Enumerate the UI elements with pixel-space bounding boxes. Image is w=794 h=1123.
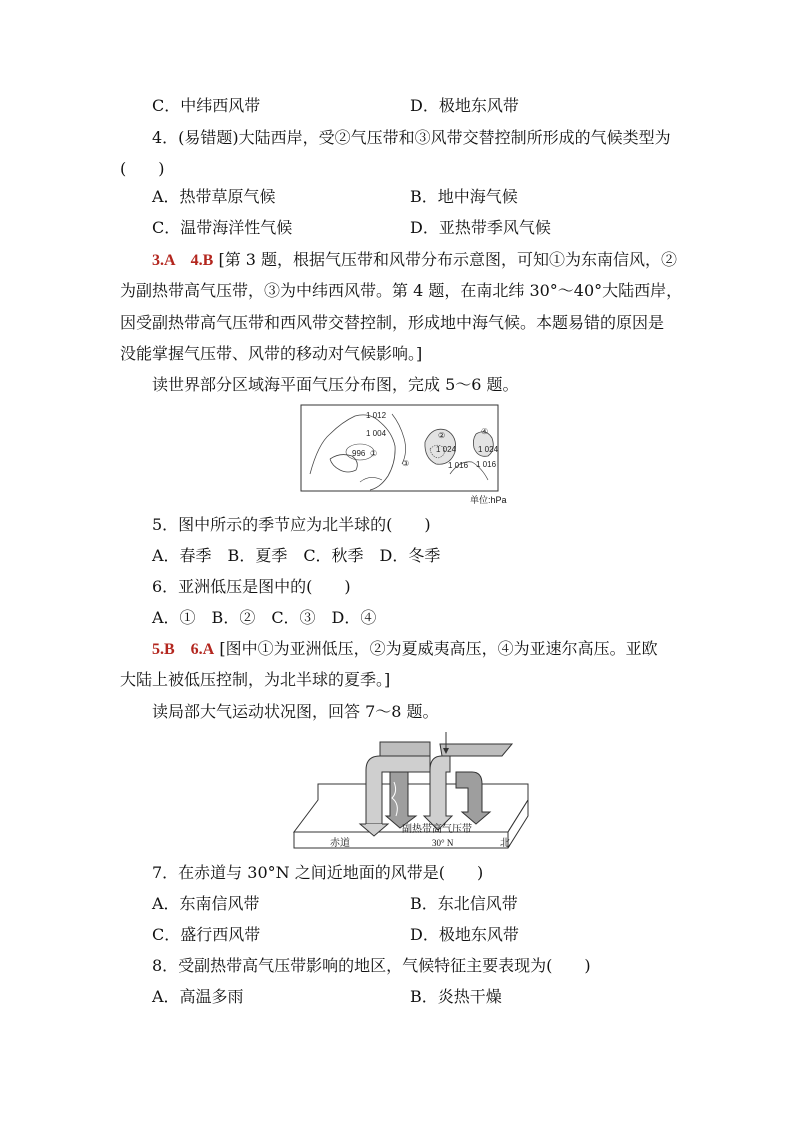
q7-option-b: B．东北信风带: [410, 894, 518, 913]
intro-78: 读局部大气运动状况图，回答 7～8 题。: [152, 702, 439, 721]
pressure-map: [300, 404, 500, 494]
answer-34-line-4: 没能掌握气压带、风带的移动对气候影响。]: [120, 344, 423, 363]
circulation-diagram: [290, 732, 535, 852]
q8-option-a: A．高温多雨: [152, 987, 244, 1006]
answer-56-line-2: 大陆上被低压控制，为北半球的夏季。]: [120, 670, 391, 689]
q8-option-b: B．炎热干燥: [410, 987, 502, 1006]
answer-34-mark: 3.A 4.B: [152, 252, 214, 269]
q3-option-c: C．中纬西风带: [152, 96, 261, 115]
region-marker: ①: [370, 449, 378, 458]
q4-option-d: D．亚热带季风气候: [410, 218, 551, 237]
map-unit: 单位:hPa: [470, 495, 507, 505]
region-marker: ③: [402, 459, 410, 468]
isobar-label: 1 016: [448, 461, 469, 470]
q6-options: A．① B．② C．③ D．④: [152, 608, 377, 627]
isobar-label: 1 024: [436, 445, 457, 454]
region-marker: ④: [481, 427, 489, 436]
q4-option-a: A．热带草原气候: [152, 187, 276, 206]
isobar-label: 996: [352, 449, 366, 458]
answer-34-line-1: [152, 249, 677, 272]
isobar-label: 1 024: [478, 445, 499, 454]
q4-stem: 4．(易错题)大陆西岸，受②气压带和③风带交替控制所形成的气候类型为: [152, 128, 671, 147]
q7-option-d: D．极地东风带: [410, 925, 519, 944]
q4-blank: ( ): [120, 159, 165, 178]
isobar-label: 1 004: [366, 429, 387, 438]
q7-option-a: A．东南信风带: [152, 894, 260, 913]
isobar-label: 1 016: [476, 460, 497, 469]
latitude-label: 30° N: [432, 838, 454, 848]
q5-options: A．春季 B．夏季 C．秋季 D．冬季: [152, 546, 441, 565]
q4-option-b: B．地中海气候: [410, 187, 518, 206]
north-label: 北: [500, 838, 510, 849]
answer-34-line-3: 因受副热带高气压带和西风带交替控制，形成地中海气候。本题易错的原因是: [120, 313, 665, 332]
belt-label: 副热带高气压带: [402, 824, 472, 835]
q3-option-d: D．极地东风带: [410, 96, 519, 115]
answer-56-mark: 5.B 6.A: [152, 641, 215, 658]
q7-stem: 7．在赤道与 30°N 之间近地面的风带是( ): [152, 863, 484, 882]
answer-56-line-1: [152, 638, 658, 661]
q4-option-c: C．温带海洋性气候: [152, 218, 293, 237]
q5-stem: 5．图中所示的季节应为北半球的( ): [152, 515, 431, 534]
answer-34-line-2: 为副热带高气压带，③为中纬西风带。第 4 题，在南北纬 30°～40°大陆西岸，: [120, 281, 683, 300]
answer-56-text: [图中①为亚洲低压，②为夏威夷高压，④为亚速尔高压。亚欧: [219, 639, 658, 658]
region-marker: ②: [438, 431, 446, 440]
q6-stem: 6．亚洲低压是图中的( ): [152, 577, 351, 596]
q8-stem: 8．受副热带高气压带影响的地区，气候特征主要表现为( ): [152, 956, 591, 975]
equator-label: 赤道: [330, 838, 350, 849]
intro-56: 读世界部分区域海平面气压分布图，完成 5～6 题。: [152, 375, 519, 394]
answer-34-text: [第 3 题，根据气压带和风带分布示意图，可知①为东南信风，②: [218, 250, 678, 269]
q7-option-c: C．盛行西风带: [152, 925, 261, 944]
isobar-label: 1 012: [366, 411, 387, 420]
